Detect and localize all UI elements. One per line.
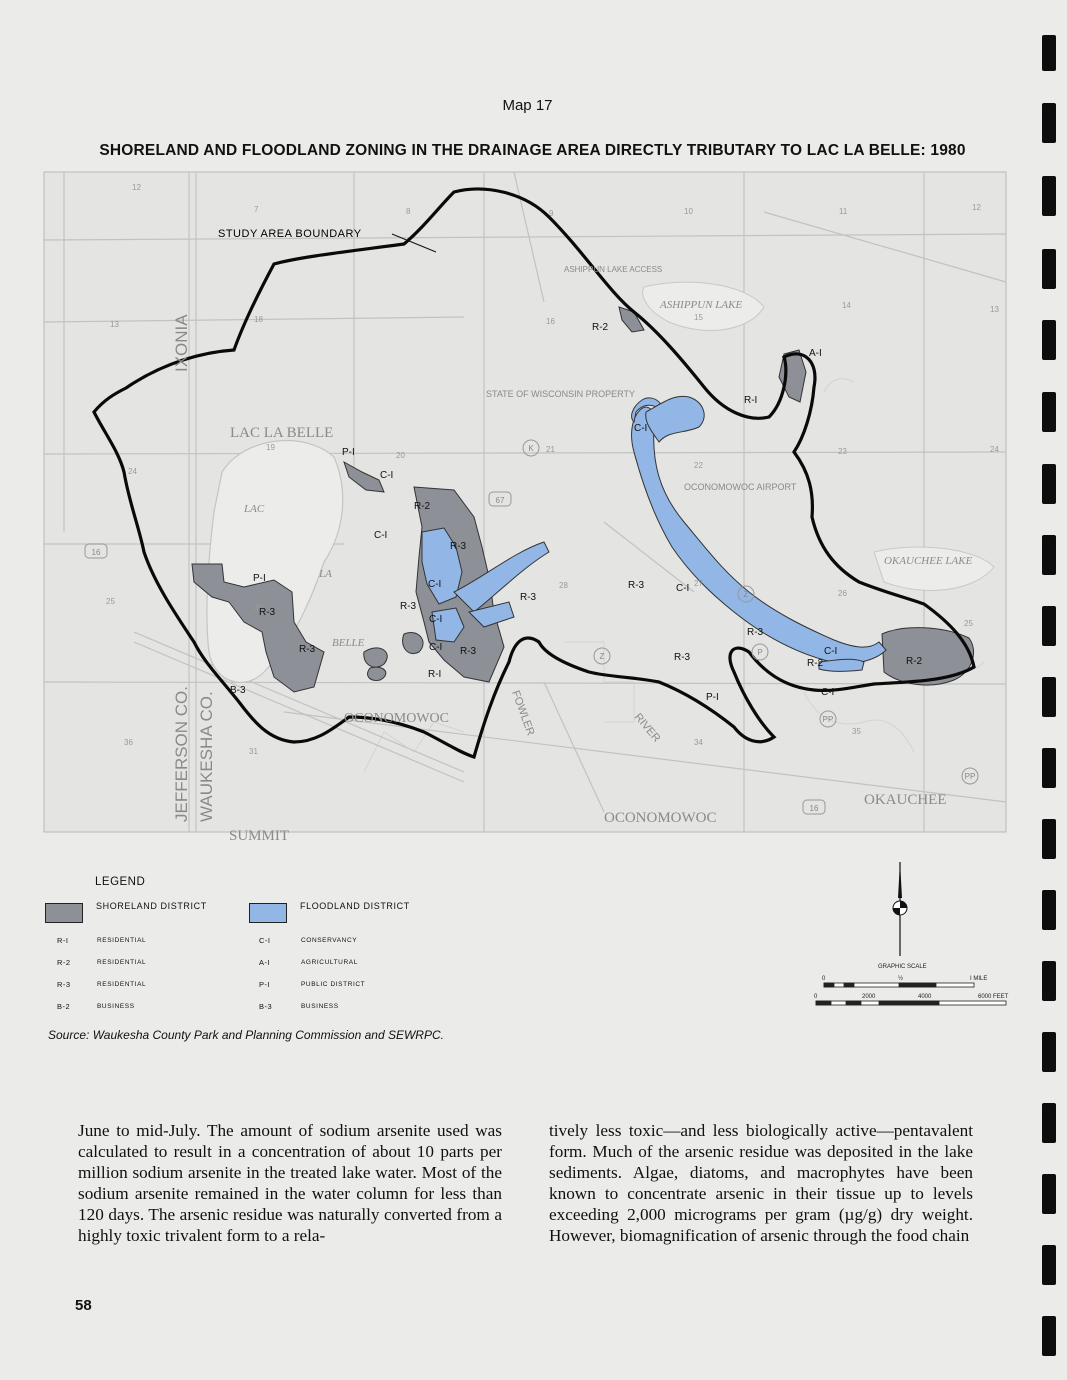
- legend-code: A-I: [259, 958, 271, 967]
- binding-mark: [1042, 1245, 1056, 1285]
- body-column-2: tively less toxic—and less biologically active—pentavalent form. Much of the arsenic residue was deposited in the lake sediments. Algae, diatoms, and macrophytes have been known to concentrate arsenic in their tissue up to levels exceeding 2,000 micrograms per gram (µg/g) dry weight. However, biomagnification of arsenic through the food chain: [549, 1121, 973, 1245]
- binding-mark: [1042, 890, 1056, 930]
- svg-text:K: K: [528, 444, 534, 453]
- section-number: 15: [694, 313, 703, 322]
- zone-label: R-3: [628, 580, 645, 591]
- section-number: 13: [990, 305, 999, 314]
- place-fowler: FOWLER: [509, 688, 537, 738]
- map-number: Map 17: [502, 97, 553, 114]
- section-number: 35: [852, 727, 861, 736]
- binding-mark: [1042, 1316, 1056, 1356]
- section-number: 24: [128, 467, 137, 476]
- svg-text:16: 16: [91, 548, 101, 557]
- place-oconomowoc-city: OCONOMOWOC: [344, 711, 449, 726]
- binding-mark: [1042, 1174, 1056, 1214]
- place-river: RIVER: [631, 711, 663, 745]
- place-oconomowoc-town: OCONOMOWOC: [604, 810, 717, 826]
- legend-desc: CONSERVANCY: [301, 937, 358, 944]
- source-note: Source: Waukesha County Park and Planning Commission and SEWRPC.: [48, 1028, 444, 1042]
- zone-label: R-2: [906, 656, 923, 667]
- legend-desc: BUSINESS: [301, 1003, 339, 1010]
- zone-label: C-I: [380, 470, 394, 481]
- binding-mark: [1042, 392, 1056, 432]
- binding-mark: [1042, 606, 1056, 646]
- place-belle: BELLE: [332, 637, 365, 649]
- place-lac: LAC: [244, 503, 265, 515]
- zone-label: P-I: [253, 573, 266, 584]
- svg-text:16: 16: [809, 804, 819, 813]
- legend-code: R-2: [57, 958, 71, 967]
- section-number: 12: [972, 203, 981, 212]
- scale-and-north-arrow: [812, 858, 1012, 1018]
- north-arrow-icon: [893, 862, 907, 956]
- scale-tick: 6000 FEET: [978, 994, 1009, 1000]
- legend-desc: AGRICULTURAL: [301, 959, 358, 966]
- page-number: 58: [75, 1297, 92, 1314]
- binding-mark: [1042, 748, 1056, 788]
- section-number: 23: [838, 447, 847, 456]
- place-airport: OCONOMOWOC AIRPORT: [684, 482, 797, 492]
- section-number: 16: [546, 317, 555, 326]
- zone-label: P-I: [706, 692, 719, 703]
- svg-text:P: P: [757, 648, 763, 657]
- zone-label: R-3: [259, 607, 276, 618]
- zone-label: R-3: [747, 627, 764, 638]
- section-number: 24: [990, 445, 999, 454]
- zone-label: C-I: [676, 583, 690, 594]
- shoreland-swatch: [45, 903, 83, 923]
- zone-label: C-I: [821, 687, 835, 698]
- shoreland-label: SHORELAND DISTRICT: [96, 901, 207, 911]
- svg-text:PP: PP: [822, 715, 834, 724]
- scale-tick: ½: [898, 976, 904, 982]
- section-number: 13: [110, 320, 119, 329]
- zone-label: R-3: [460, 646, 477, 657]
- legend-desc: BUSINESS: [97, 1003, 135, 1010]
- binding-mark: [1042, 249, 1056, 289]
- binding-mark: [1042, 535, 1056, 575]
- binding-mark: [1042, 464, 1056, 504]
- svg-text:67: 67: [495, 496, 505, 505]
- section-number: 27: [694, 579, 703, 588]
- zone-label: R-2: [414, 501, 431, 512]
- section-number: 26: [838, 589, 847, 598]
- zone-label: C-I: [429, 642, 443, 653]
- binding-mark: [1042, 677, 1056, 717]
- section-number: 7: [254, 205, 259, 214]
- place-lake-access: ASHIPPUN LAKE ACCESS: [564, 265, 663, 274]
- legend-code: C-I: [259, 936, 271, 945]
- zone-label: P-I: [342, 447, 355, 458]
- binding-mark: [1042, 103, 1056, 143]
- scale-tick: 2000: [862, 994, 876, 1000]
- legend-code: R-3: [57, 980, 71, 989]
- zone-label: A-I: [809, 348, 822, 359]
- legend-desc: RESIDENTIAL: [97, 981, 147, 988]
- place-waukesha-co: WAUKESHA CO.: [197, 691, 216, 822]
- section-number: 18: [254, 315, 263, 324]
- binding-mark: [1042, 819, 1056, 859]
- scale-tick: 0: [814, 994, 818, 1000]
- zone-label: R-2: [807, 658, 824, 669]
- legend-code: R-I: [57, 936, 69, 945]
- zone-label: C-I: [634, 423, 648, 434]
- place-lac-la-belle: LAC LA BELLE: [230, 425, 334, 441]
- section-number: 8: [406, 207, 411, 216]
- section-number: 21: [546, 445, 555, 454]
- binding-mark: [1042, 1103, 1056, 1143]
- legend-code: B-3: [259, 1002, 273, 1011]
- zone-label: R-3: [299, 644, 316, 655]
- section-number: 36: [124, 738, 133, 747]
- section-number: 20: [396, 451, 405, 460]
- zone-label: R-3: [400, 601, 417, 612]
- scale-title: GRAPHIC SCALE: [878, 964, 927, 970]
- floodland-label: FLOODLAND DISTRICT: [300, 901, 410, 911]
- map-title: SHORELAND AND FLOODLAND ZONING IN THE DRAINAGE AREA DIRECTLY TRIBUTARY TO LAC LA BELLE: 1980: [99, 142, 966, 159]
- zone-label: R-3: [674, 652, 691, 663]
- body-column-1: June to mid-July. The amount of sodium arsenite used was calculated to result in a concentration of about 10 parts per million sodium arsenite in the treated lake water. Most of the sodium arsenite remained in the water column for less than 120 days. The arsenic residue was naturally converted from a highly toxic trivalent form to a rela-: [78, 1121, 502, 1245]
- scale-tick: 4000: [918, 994, 932, 1000]
- binding-mark: [1042, 35, 1056, 71]
- place-jefferson-co: JEFFERSON CO.: [172, 685, 191, 822]
- zone-label: R-I: [428, 669, 442, 680]
- section-number: 19: [266, 443, 275, 452]
- svg-text:PP: PP: [964, 772, 976, 781]
- zone-label: C-I: [428, 579, 442, 590]
- section-number: 28: [559, 581, 568, 590]
- binding-mark: [1042, 320, 1056, 360]
- binding-mark: [1042, 1032, 1056, 1072]
- boundary-label: STUDY AREA BOUNDARY: [218, 228, 362, 240]
- scale-tick: 0: [822, 976, 826, 982]
- section-number: 25: [106, 597, 115, 606]
- section-number: 12: [132, 183, 141, 192]
- legend-desc: RESIDENTIAL: [97, 937, 147, 944]
- binding-mark: [1042, 176, 1056, 216]
- legend-title: LEGEND: [95, 876, 146, 888]
- legend-desc: PUBLIC DISTRICT: [301, 981, 366, 988]
- section-number: 25: [964, 619, 973, 628]
- zone-label: B-3: [230, 685, 246, 696]
- section-number: 14: [842, 301, 851, 310]
- place-ashippun-lake: ASHIPPUN LAKE: [660, 299, 743, 311]
- place-okauchee: OKAUCHEE: [864, 792, 947, 808]
- zone-label: R-I: [744, 395, 758, 406]
- zone-label: R-3: [520, 592, 537, 603]
- floodland-swatch: [249, 903, 287, 923]
- place-la: LA: [319, 568, 332, 580]
- zoning-map: [44, 172, 1006, 844]
- place-ixonia: IXONIA: [172, 314, 191, 372]
- section-number: 34: [694, 738, 703, 747]
- section-number: 31: [249, 747, 258, 756]
- scale-tick: I MILE: [970, 976, 988, 982]
- place-okauchee-lake: OKAUCHEE LAKE: [884, 555, 973, 567]
- zone-label: C-I: [374, 530, 388, 541]
- place-summit: SUMMIT: [229, 828, 290, 844]
- zone-label: R-2: [592, 322, 609, 333]
- legend-code: B-2: [57, 1002, 71, 1011]
- binding-mark: [1042, 961, 1056, 1001]
- svg-text:Z: Z: [743, 590, 749, 599]
- section-number: 10: [684, 207, 693, 216]
- zone-label: C-I: [429, 614, 443, 625]
- section-number: 11: [839, 207, 848, 216]
- section-number: 22: [694, 461, 703, 470]
- place-state-property: STATE OF WISCONSIN PROPERTY: [486, 389, 636, 399]
- zone-label: R-3: [450, 541, 467, 552]
- section-number: 30: [254, 603, 263, 612]
- zone-label: C-I: [824, 646, 838, 657]
- legend-code: P-I: [259, 980, 271, 989]
- svg-text:Z: Z: [599, 652, 605, 661]
- legend-desc: RESIDENTIAL: [97, 959, 147, 966]
- section-number: 9: [549, 209, 554, 218]
